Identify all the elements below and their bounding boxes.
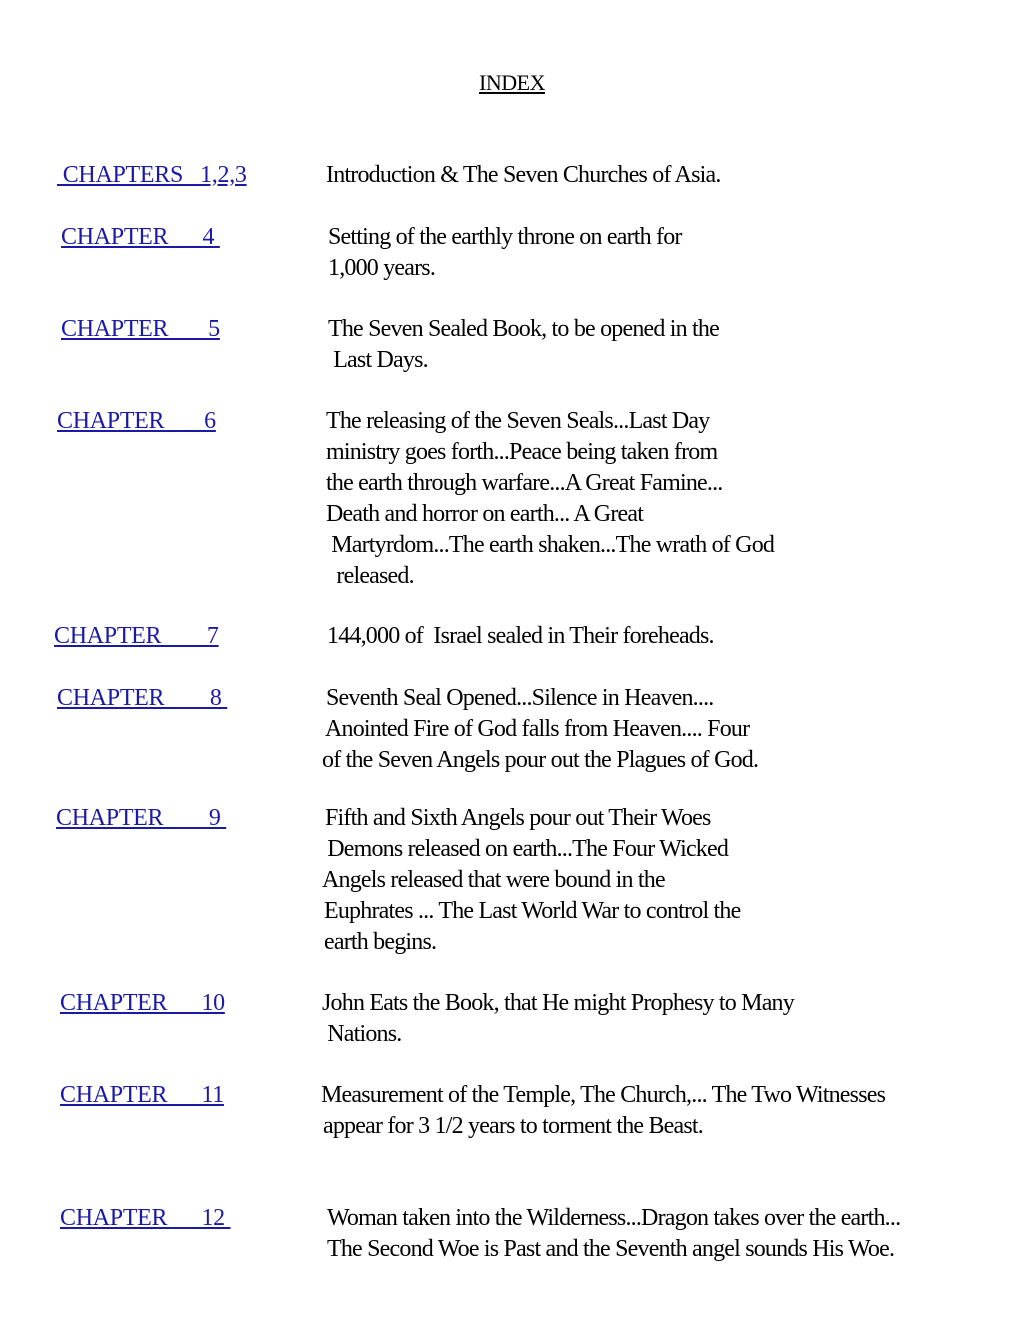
chapter-link-4[interactable]: CHAPTER 4 [61, 224, 220, 250]
chapter-description [327, 621, 714, 652]
description-line: Anointed Fire of God falls from Heaven.... Four [325, 716, 750, 742]
chapter-link-6[interactable]: CHAPTER 6 [57, 408, 216, 434]
description-line: 144,000 of Israel sealed in Their foreheads. [327, 623, 714, 649]
description-line: Woman taken into the Wilderness...Dragon takes over the earth... [327, 1205, 901, 1231]
description-line: Seventh Seal Opened...Silence in Heaven.... [326, 685, 714, 711]
chapter-description [328, 314, 719, 376]
description-line: Martyrdom...The earth shaken...The wrath of God [326, 532, 775, 558]
chapter-description [322, 683, 758, 776]
description-line: Euphrates ... The Last World War to control the [324, 898, 741, 924]
description-line: earth begins. [324, 929, 437, 955]
chapter-description [327, 1203, 900, 1265]
chapter-link-10[interactable]: CHAPTER 10 [60, 990, 225, 1016]
chapter-description [321, 1080, 885, 1142]
description-line: Nations. [322, 1021, 402, 1047]
chapter-link-1-2-3[interactable]: CHAPTERS 1,2,3 [57, 162, 247, 188]
description-line: 1,000 years. [328, 255, 436, 281]
description-line: Demons released on earth...The Four Wicked [322, 836, 729, 862]
description-line: The Seven Sealed Book, to be opened in the [328, 316, 719, 342]
description-line: The releasing of the Seven Seals...Last Day [326, 408, 710, 434]
description-line: Fifth and Sixth Angels pour out Their Woes [325, 805, 711, 831]
description-line: Angels released that were bound in the [322, 867, 665, 893]
page-title: INDEX [479, 70, 545, 95]
chapter-link-8[interactable]: CHAPTER 8 [57, 685, 228, 711]
description-line: Measurement of the Temple, The Church,... The Two Witnesses [321, 1082, 886, 1108]
description-line: of the Seven Angels pour out the Plagues of God. [322, 747, 759, 773]
description-line: Last Days. [328, 347, 428, 373]
chapter-description [322, 988, 794, 1050]
chapter-description [322, 803, 740, 958]
chapter-description [326, 406, 774, 592]
description-line: Setting of the earthly throne on earth for [328, 224, 682, 250]
chapter-link-12[interactable]: CHAPTER 12 [60, 1205, 231, 1231]
description-line: released. [326, 563, 414, 589]
description-line: Death and horror on earth... A Great [326, 501, 644, 527]
chapter-description [328, 222, 682, 284]
chapter-link-11[interactable]: CHAPTER 11 [60, 1082, 224, 1108]
description-line: Introduction & The Seven Churches of Asia. [326, 162, 721, 188]
chapter-link-7[interactable]: CHAPTER 7 [54, 623, 219, 649]
chapter-description [326, 160, 721, 191]
description-line: The Second Woe is Past and the Seventh angel sounds His Woe. [327, 1236, 895, 1262]
description-line: ministry goes forth...Peace being taken from [326, 439, 718, 465]
description-line: appear for 3 1/2 years to torment the Beast. [323, 1113, 703, 1139]
description-line: the earth through warfare...A Great Famine... [326, 470, 723, 496]
chapter-link-9[interactable]: CHAPTER 9 [56, 805, 227, 831]
chapter-link-5[interactable]: CHAPTER 5 [61, 316, 220, 342]
description-line: John Eats the Book, that He might Prophesy to Many [322, 990, 794, 1016]
